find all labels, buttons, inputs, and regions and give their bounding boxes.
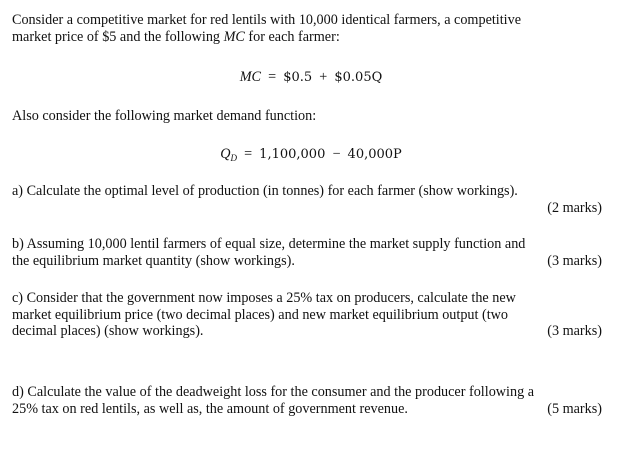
question-b-line-2-row — [12, 253, 604, 270]
question-c-line-3: decimal places) (show workings). — [12, 323, 204, 339]
question-c-line-2: market equilibrium price (two decimal places) and new market equilibrium output (two — [12, 306, 509, 323]
question-d-line-2: 25% tax on red lentils, as well as, the amount of government revenue. — [12, 400, 408, 417]
demand-lhs-sub: D — [230, 153, 237, 163]
question-b-line-2: the equilibrium market quantity (show workings). — [12, 252, 295, 269]
question-b — [12, 236, 604, 269]
mc-equation — [0, 68, 622, 87]
question-c-marks: (3 marks) — [547, 323, 602, 339]
mc-lhs: MC — [239, 69, 262, 85]
question-a-marks: (2 marks) — [547, 199, 602, 216]
demand-minus: − — [332, 146, 341, 162]
question-c-line-1: c) Consider that the government now imposes a 25% tax on producers, calculate the new — [12, 290, 516, 306]
intro-mc-symbol: MC — [223, 28, 245, 45]
question-a-marks-line — [12, 200, 604, 217]
question-a-line-1: a) Calculate the optimal level of production (in tonnes) for each farmer (show workings). — [12, 183, 518, 199]
mc-plus: + — [319, 69, 328, 85]
mc-equals: = — [268, 69, 277, 85]
demand-lhs-base: Q — [220, 146, 231, 162]
question-b-marks: (3 marks) — [547, 252, 602, 269]
question-d-marks: (5 marks) — [547, 400, 602, 417]
mc-term-1: $0.5 — [283, 70, 313, 85]
intro-line-2-text-b: for each farmer: — [244, 28, 340, 45]
question-b-line-1: b) Assuming 10,000 lentil farmers of equal size, determine the market supply function and — [12, 236, 526, 252]
intro-paragraph — [12, 12, 604, 45]
question-d — [12, 384, 604, 417]
demand-intro: Also consider the following market demand function: — [12, 108, 317, 124]
intro-line-2-text-a: market price of $5 and the following — [12, 28, 224, 45]
question-c — [12, 290, 604, 340]
demand-equals: = — [244, 146, 253, 162]
demand-lhs — [220, 146, 237, 162]
demand-term-1: 1,100,000 — [259, 147, 326, 162]
question-a — [12, 183, 604, 216]
intro-line-1: Consider a competitive market for red lentils with 10,000 identical farmers, a competitive — [12, 12, 522, 28]
demand-equation — [0, 145, 622, 167]
mc-term-2: $0.05Q — [334, 70, 383, 85]
question-d-line-2-row — [12, 401, 604, 418]
question-c-line-3-row — [12, 323, 604, 340]
question-d-line-1: d) Calculate the value of the deadweight loss for the consumer and the producer following a — [12, 384, 535, 400]
demand-term-2: 40,000P — [347, 147, 402, 162]
intro-line-2 — [12, 29, 604, 46]
